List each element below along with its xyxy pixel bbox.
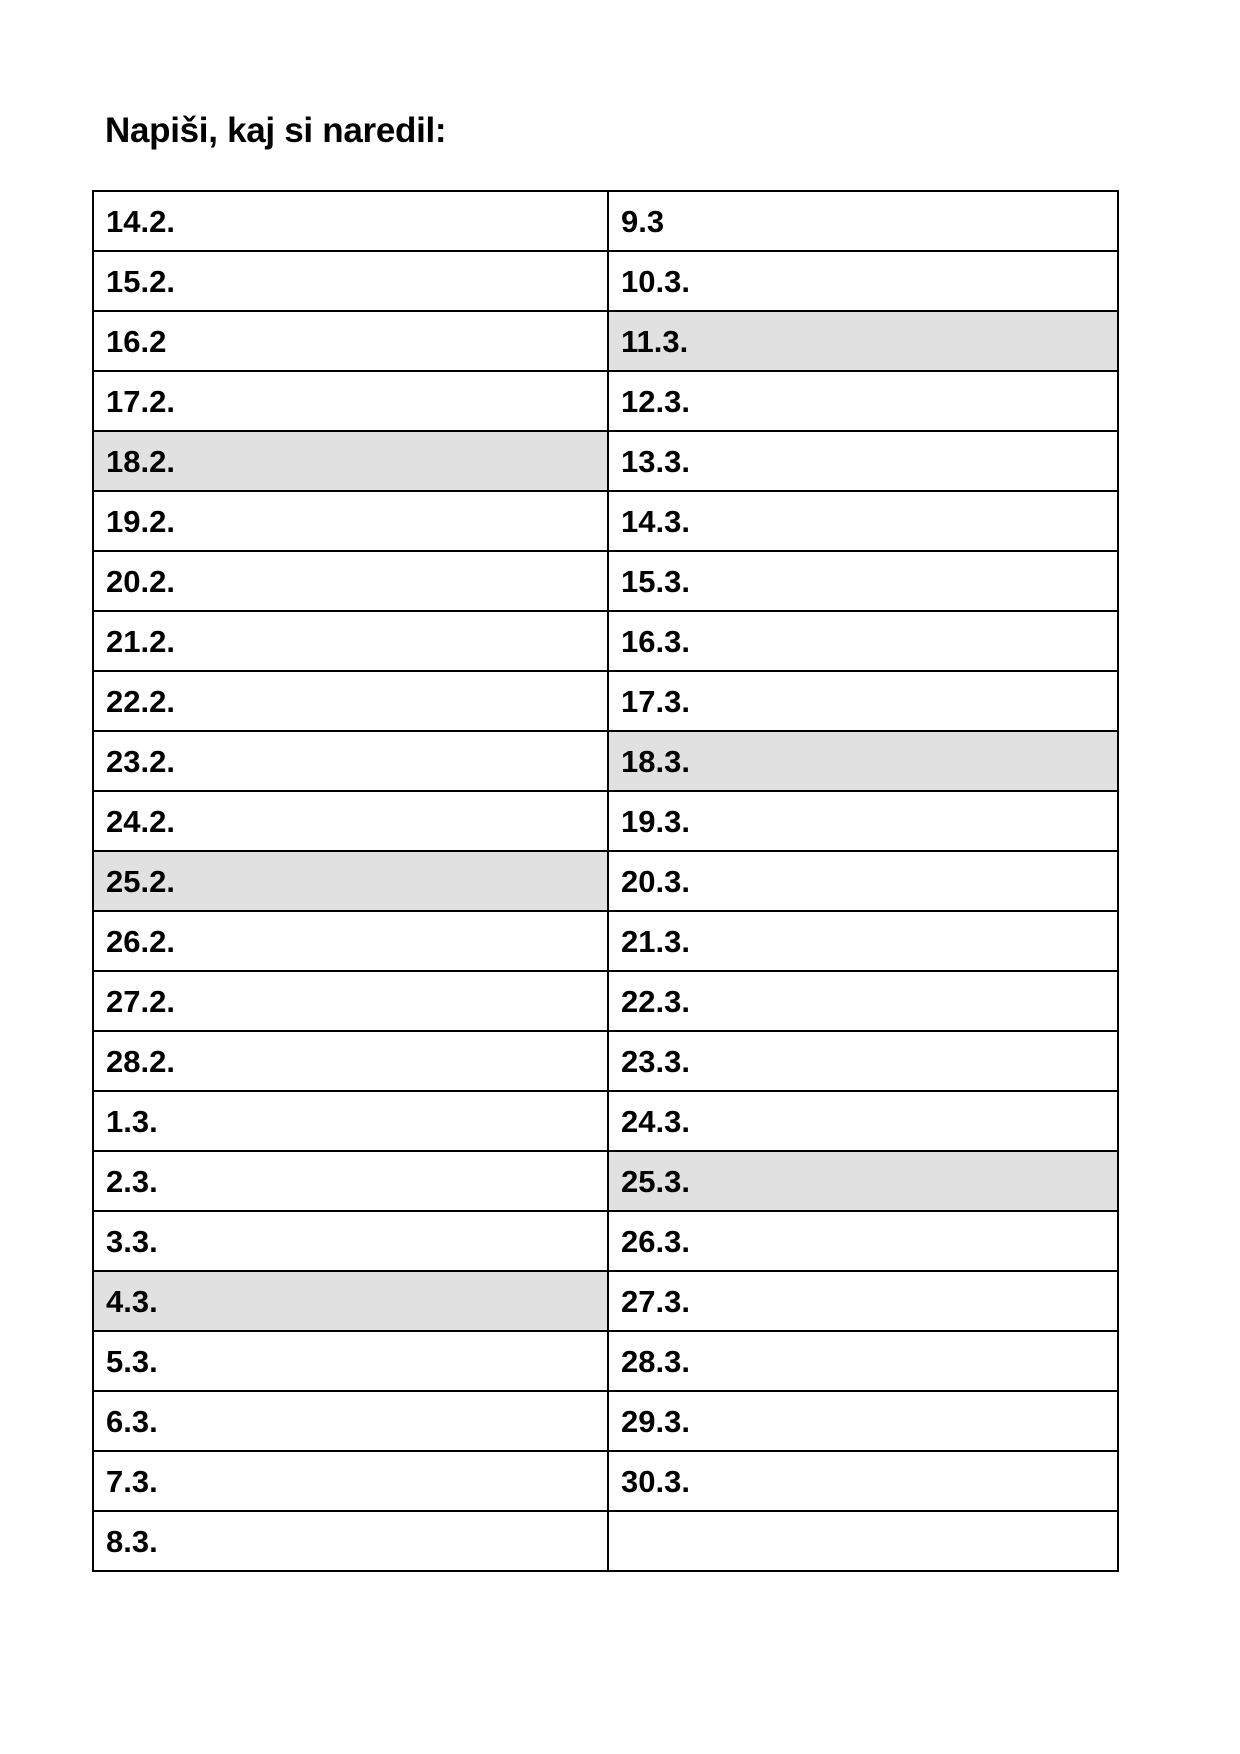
date-cell-right[interactable]: 10.3. (608, 251, 1118, 311)
date-cell-right[interactable]: 11.3. (608, 311, 1118, 371)
date-cell-left[interactable]: 22.2. (93, 671, 608, 731)
date-cell-right[interactable]: 29.3. (608, 1391, 1118, 1451)
date-cell-right[interactable]: 16.3. (608, 611, 1118, 671)
date-cell-right[interactable]: 23.3. (608, 1031, 1118, 1091)
date-cell-left[interactable]: 20.2. (93, 551, 608, 611)
activity-log-table (92, 190, 1119, 1572)
table-row (93, 671, 1118, 731)
date-cell-right[interactable]: 27.3. (608, 1271, 1118, 1331)
table-row (93, 1091, 1118, 1151)
date-cell-right[interactable]: 22.3. (608, 971, 1118, 1031)
date-cell-left[interactable]: 1.3. (93, 1091, 608, 1151)
date-cell-right[interactable]: 28.3. (608, 1331, 1118, 1391)
table-row (93, 791, 1118, 851)
table-row (93, 371, 1118, 431)
date-cell-left[interactable]: 4.3. (93, 1271, 608, 1331)
date-cell-right[interactable]: 17.3. (608, 671, 1118, 731)
date-cell-right[interactable]: 24.3. (608, 1091, 1118, 1151)
table-row (93, 1211, 1118, 1271)
table-row (93, 1031, 1118, 1091)
table-row (93, 251, 1118, 311)
date-cell-left[interactable]: 23.2. (93, 731, 608, 791)
date-cell-right[interactable]: 21.3. (608, 911, 1118, 971)
date-cell-right[interactable]: 30.3. (608, 1451, 1118, 1511)
table-row (93, 431, 1118, 491)
date-cell-left[interactable]: 25.2. (93, 851, 608, 911)
date-cell-left[interactable]: 5.3. (93, 1331, 608, 1391)
date-cell-right[interactable]: 15.3. (608, 551, 1118, 611)
table-row (93, 311, 1118, 371)
date-cell-left[interactable]: 21.2. (93, 611, 608, 671)
table-row (93, 191, 1118, 251)
date-cell-left[interactable]: 14.2. (93, 191, 608, 251)
date-cell-left[interactable]: 15.2. (93, 251, 608, 311)
table-row (93, 1391, 1118, 1451)
date-cell-left[interactable]: 8.3. (93, 1511, 608, 1571)
table-row (93, 1511, 1118, 1571)
date-cell-right[interactable]: 19.3. (608, 791, 1118, 851)
date-cell-right[interactable] (608, 1511, 1118, 1571)
date-cell-right[interactable]: 13.3. (608, 431, 1118, 491)
date-cell-right[interactable]: 14.3. (608, 491, 1118, 551)
table-row (93, 1271, 1118, 1331)
date-cell-left[interactable]: 26.2. (93, 911, 608, 971)
table-row (93, 491, 1118, 551)
date-cell-left[interactable]: 6.3. (93, 1391, 608, 1451)
table-row (93, 851, 1118, 911)
table-row (93, 1331, 1118, 1391)
date-cell-right[interactable]: 26.3. (608, 1211, 1118, 1271)
date-cell-right[interactable]: 20.3. (608, 851, 1118, 911)
date-cell-left[interactable]: 19.2. (93, 491, 608, 551)
table-row (93, 971, 1118, 1031)
table-row (93, 551, 1118, 611)
date-cell-left[interactable]: 18.2. (93, 431, 608, 491)
date-cell-right[interactable]: 9.3 (608, 191, 1118, 251)
table-row (93, 731, 1118, 791)
table-row (93, 611, 1118, 671)
date-cell-right[interactable]: 18.3. (608, 731, 1118, 791)
date-cell-left[interactable]: 24.2. (93, 791, 608, 851)
table-row (93, 1451, 1118, 1511)
date-cell-left[interactable]: 7.3. (93, 1451, 608, 1511)
date-cell-left[interactable]: 16.2 (93, 311, 608, 371)
date-cell-right[interactable]: 25.3. (608, 1151, 1118, 1211)
date-cell-left[interactable]: 17.2. (93, 371, 608, 431)
table-row (93, 1151, 1118, 1211)
date-cell-left[interactable]: 28.2. (93, 1031, 608, 1091)
date-cell-left[interactable]: 27.2. (93, 971, 608, 1031)
date-cell-right[interactable]: 12.3. (608, 371, 1118, 431)
date-cell-left[interactable]: 2.3. (93, 1151, 608, 1211)
activity-log-body (93, 191, 1118, 1571)
table-row (93, 911, 1118, 971)
date-cell-left[interactable]: 3.3. (93, 1211, 608, 1271)
page-title: Napiši, kaj si naredil: (105, 111, 447, 150)
